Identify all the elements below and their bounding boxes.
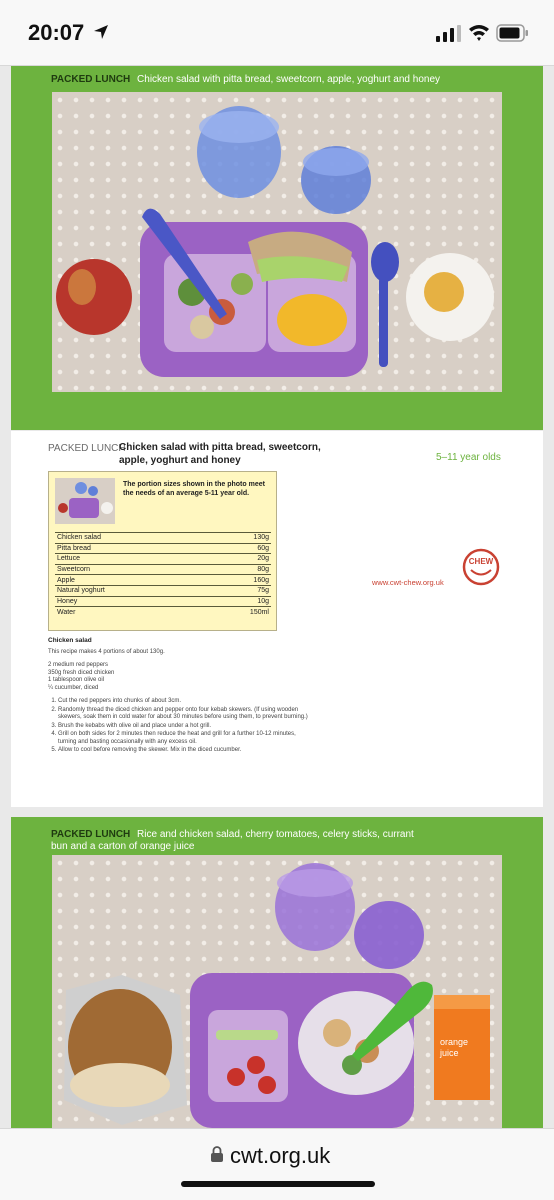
page-title: Rice and chicken salad, cherry tomatoes, celery sticks, currant [137, 829, 414, 840]
table-row [55, 554, 271, 565]
table-row [55, 575, 271, 586]
table-row [55, 533, 271, 544]
recipe-makes: This recipe makes 4 portions of about 130g. [48, 648, 165, 655]
page-title-line2: bun and a carton of orange juice [51, 841, 195, 852]
recipe-info-page [11, 431, 543, 807]
website-link[interactable]: www.cwt-chew.org.uk [372, 578, 444, 587]
table-row [55, 564, 271, 575]
recipe-steps [48, 698, 308, 755]
lunch-thumbnail-image [55, 478, 115, 524]
age-group-label: 5–11 year olds [436, 452, 501, 463]
table-row [55, 543, 271, 554]
status-time: 20:07 [28, 20, 85, 45]
ingredient-item: 2 medium red peppers [48, 662, 109, 668]
recipe-photo-page-1 [11, 66, 543, 430]
status-bar [0, 0, 554, 66]
recipe-step: 2. Randomly thread the diced chicken and pepper onto four kebab skewers. (If using wooden skewers, soak them in cold water for about 30 minutes before using them, to prevent burning.) [58, 707, 308, 722]
recipe-step: 3. Brush the kebabs with olive oil and place under a hot grill. [58, 723, 308, 731]
portion-amount: 150ml [204, 607, 271, 618]
chew-logo [461, 547, 501, 587]
packed-lunch-tag: PACKED LUNCH [48, 443, 126, 454]
lunch-photo-illustration [52, 92, 502, 392]
lunch-photo [52, 855, 502, 1128]
chew-logo-text: CHEW [468, 557, 494, 566]
lock-icon [210, 1145, 224, 1163]
portion-item: Natural yoghurt [55, 585, 204, 596]
portion-item: Sweetcorn [55, 564, 204, 575]
ingredient-item: 1 tablespoon olive oil [48, 677, 105, 683]
recipe-photo-page-2 [11, 817, 543, 1128]
browser-bottom-bar [0, 1128, 554, 1200]
recipe-step: 5. Allow to cool before removing the skewer. Mix in the diced cucumber. [58, 747, 308, 755]
portion-item: Chicken salad [55, 533, 204, 544]
table-row [55, 607, 271, 618]
recipe-step: 4. Grill on both sides for 2 minutes then reduce the heat and grill for a further 10-12 minutes, turning and basting occasionally with any excess oil. [58, 731, 308, 746]
portion-amount: 75g [204, 585, 271, 596]
recipe-heading: Chicken salad [48, 637, 92, 644]
page-header [51, 829, 414, 853]
portion-amount: 20g [204, 554, 271, 565]
portion-item: Water [55, 607, 204, 618]
portion-amount: 160g [204, 575, 271, 586]
lunch-photo-illustration [52, 855, 502, 1128]
portion-item: Apple [55, 575, 204, 586]
wifi-icon [468, 23, 490, 42]
portion-note: The portion sizes shown in the photo meet the needs of an average 5-11 year old. [123, 481, 265, 497]
portion-amount: 80g [204, 564, 271, 575]
page-header [51, 74, 440, 86]
packed-lunch-tag: PACKED LUNCH [51, 829, 131, 840]
carton-text: orange [440, 1037, 469, 1047]
home-indicator[interactable] [181, 1181, 375, 1187]
address-url: cwt.org.uk [230, 1143, 331, 1168]
portion-item: Lettuce [55, 554, 204, 565]
portion-amount: 10g [204, 596, 271, 607]
cellular-signal-icon [436, 25, 462, 42]
table-row [55, 585, 271, 596]
battery-icon [496, 24, 529, 42]
recipe-title: Chicken salad with pitta bread, sweetcorn, apple, yoghurt and honey [119, 442, 321, 466]
portion-table [55, 532, 271, 617]
portion-item: Pitta bread [55, 543, 204, 554]
page-title: Chicken salad with pitta bread, sweetcorn, apple, yoghurt and honey [137, 74, 441, 85]
portion-amount: 60g [204, 543, 271, 554]
portion-amount: 130g [204, 533, 271, 544]
table-row [55, 596, 271, 607]
ingredient-item: 350g fresh diced chicken [48, 669, 115, 676]
recipe-step: 1. Cut the red peppers into chunks of about 3cm. [58, 698, 308, 706]
carton-text: juice [440, 1048, 459, 1058]
location-arrow-icon [92, 23, 110, 41]
ingredient-item: ¼ cucumber, diced [48, 684, 99, 691]
portion-item: Honey [55, 596, 204, 607]
packed-lunch-tag: PACKED LUNCH [51, 74, 131, 85]
recipe-section [48, 637, 308, 756]
portion-info-box [48, 471, 277, 631]
lunch-photo [52, 92, 502, 392]
